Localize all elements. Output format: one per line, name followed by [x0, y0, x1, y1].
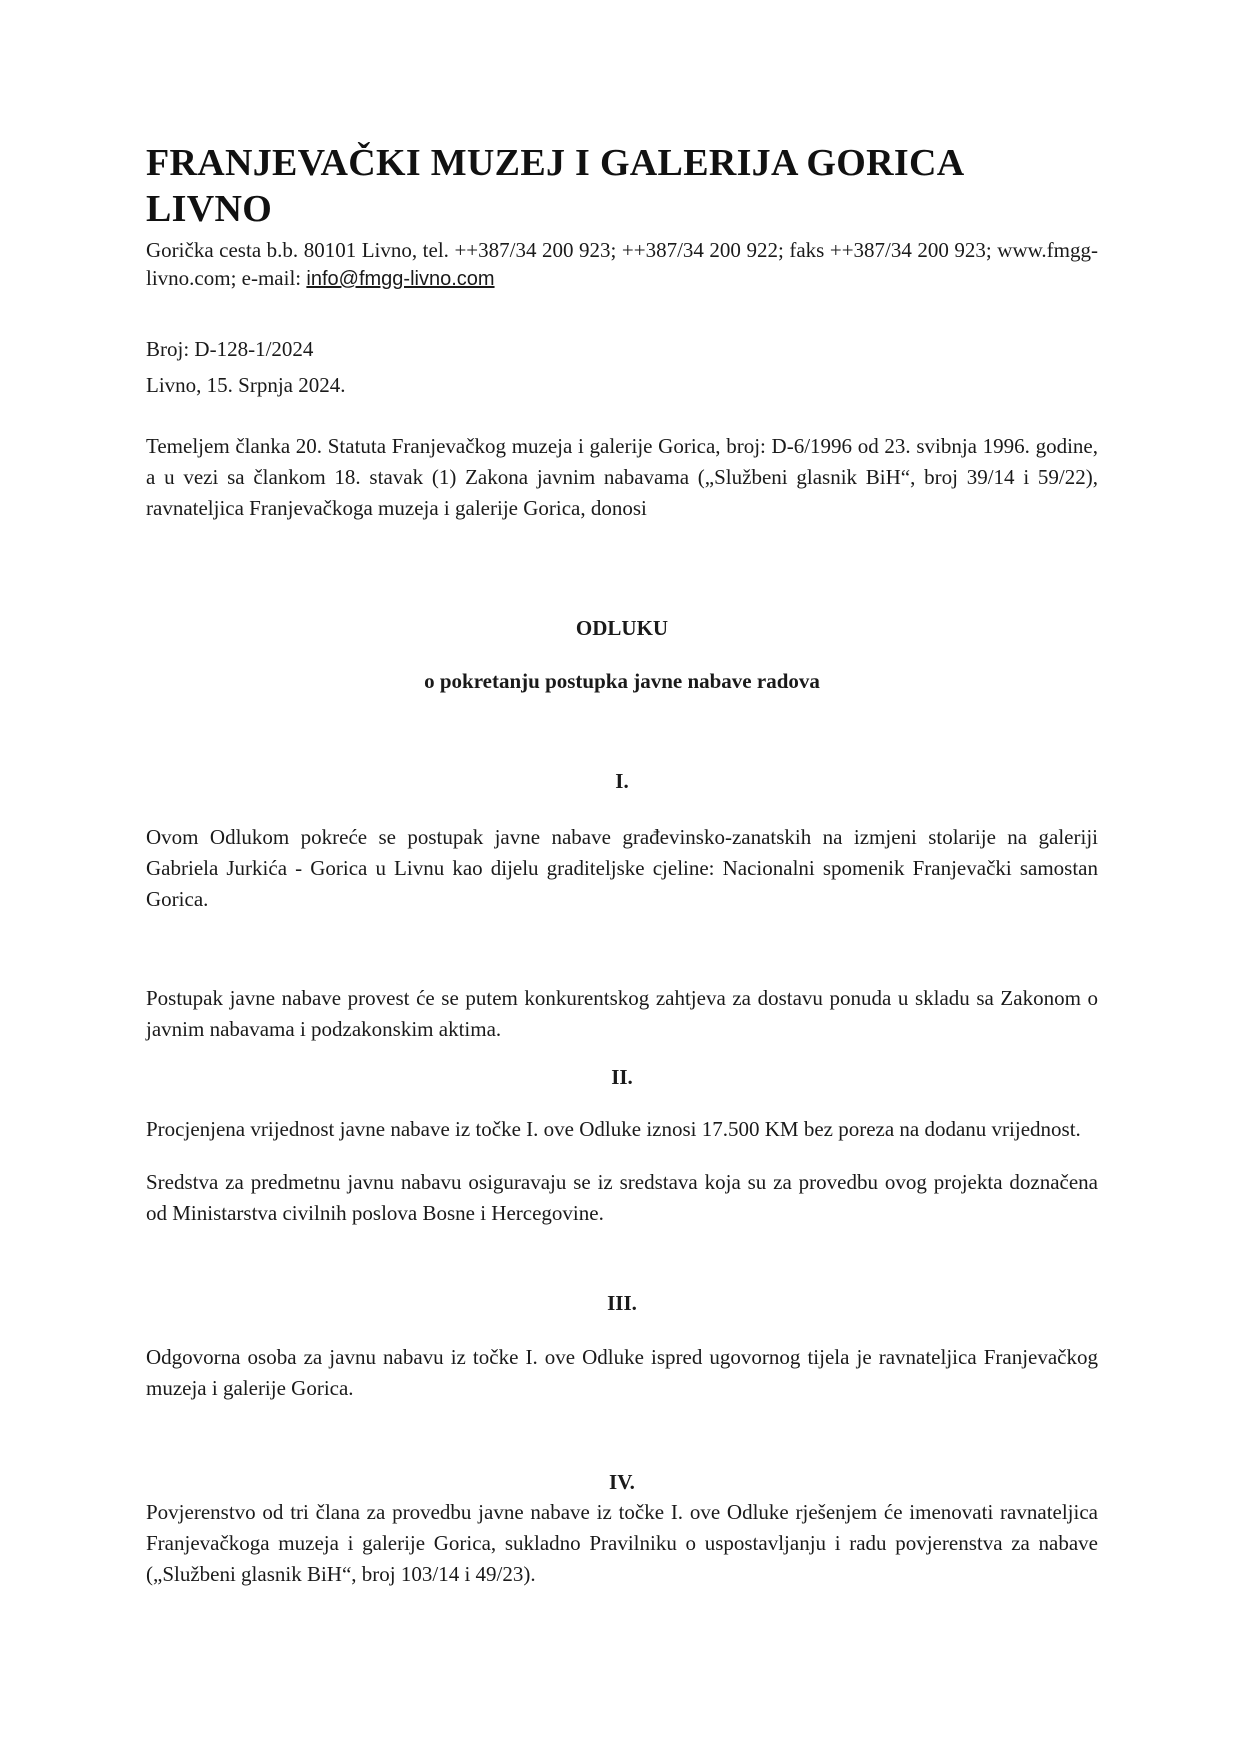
document-number: Broj: D-128-1/2024 — [146, 337, 314, 361]
section-heading-1: I. — [615, 769, 629, 793]
section-heading-2: II. — [611, 1065, 633, 1089]
decision-subtitle: o pokretanju postupka javne nabave radova — [424, 669, 820, 693]
document-page — [146, 140, 1098, 1590]
contact-details: Gorička cesta b.b. 80101 Livno, tel. ++387/34 200 923; ++387/34 200 922; faks ++387/34 200 923; www.fmgg-livno.com; e-mail: — [146, 238, 1098, 290]
section-2-paragraph-1: Procjenjena vrijednost javne nabave iz točke I. ove Odluke iznosi 17.500 KM bez poreza na dodanu vrijednost. — [146, 1117, 1081, 1141]
letterhead — [146, 140, 1098, 293]
email-link[interactable]: info@fmgg-livno.com — [306, 268, 495, 290]
intro-paragraph: Temeljem članka 20. Statuta Franjevačkog muzeja i galerije Gorica, broj: D-6/1996 od 23. svibnja 1996. godine, a u vezi sa člankom 18. stavak (1) Zakona javnim nabavama („Službeni glasnik BiH“, broj 39/14 i 59/22), ravnateljica Franjevačkoga muzeja i galerije Gorica, donosi — [146, 434, 1098, 520]
section-1-paragraph-1: Ovom Odlukom pokreće se postupak javne nabave građevinsko-zanatskih na izmjeni stolarije na galeriji Gabriela Jurkića - Gorica u Livnu kao dijelu graditeljske cjeline: Nacionalni spomenik Franjevački samostan Gorica. — [146, 825, 1098, 911]
section-4-paragraph-1: Povjerenstvo od tri člana za provedbu javne nabave iz točke I. ove Odluke rješenjem će imenovati ravnateljica Franjevačkoga muzeja i galerije Gorica, sukladno Pravilniku o uspostavljanju i radu povjerenstva za nabave („Službeni glasnik BiH“, broj 103/14 i 49/23). — [146, 1500, 1098, 1586]
decision-title: ODLUKU — [575, 616, 669, 640]
section-3-paragraph-1: Odgovorna osoba za javnu nabavu iz točke I. ove Odluke ispred ugovornog tijela je ravnateljica Franjevačkog muzeja i galerije Gorica. — [146, 1345, 1098, 1400]
document-meta — [146, 331, 1098, 403]
section-heading-4: IV. — [609, 1470, 635, 1494]
place-and-date: Livno, 15. Srpnja 2024. — [146, 373, 346, 397]
section-1-paragraph-2: Postupak javne nabave provest će se putem konkurentskog zahtjeva za dostavu ponuda u skladu sa Zakonom o javnim nabavama i podzakonskim aktima. — [146, 986, 1098, 1041]
section-2-paragraph-2: Sredstva za predmetnu javnu nabavu osiguravaju se iz sredstava koja su za provedbu ovog projekta doznačena od Ministarstva civilnih poslova Bosne i Hercegovine. — [146, 1170, 1098, 1225]
organization-title: FRANJEVAČKI MUZEJ I GALERIJA GORICA LIVNO — [146, 142, 963, 230]
section-heading-3: III. — [607, 1291, 637, 1315]
contact-info — [146, 236, 1098, 293]
